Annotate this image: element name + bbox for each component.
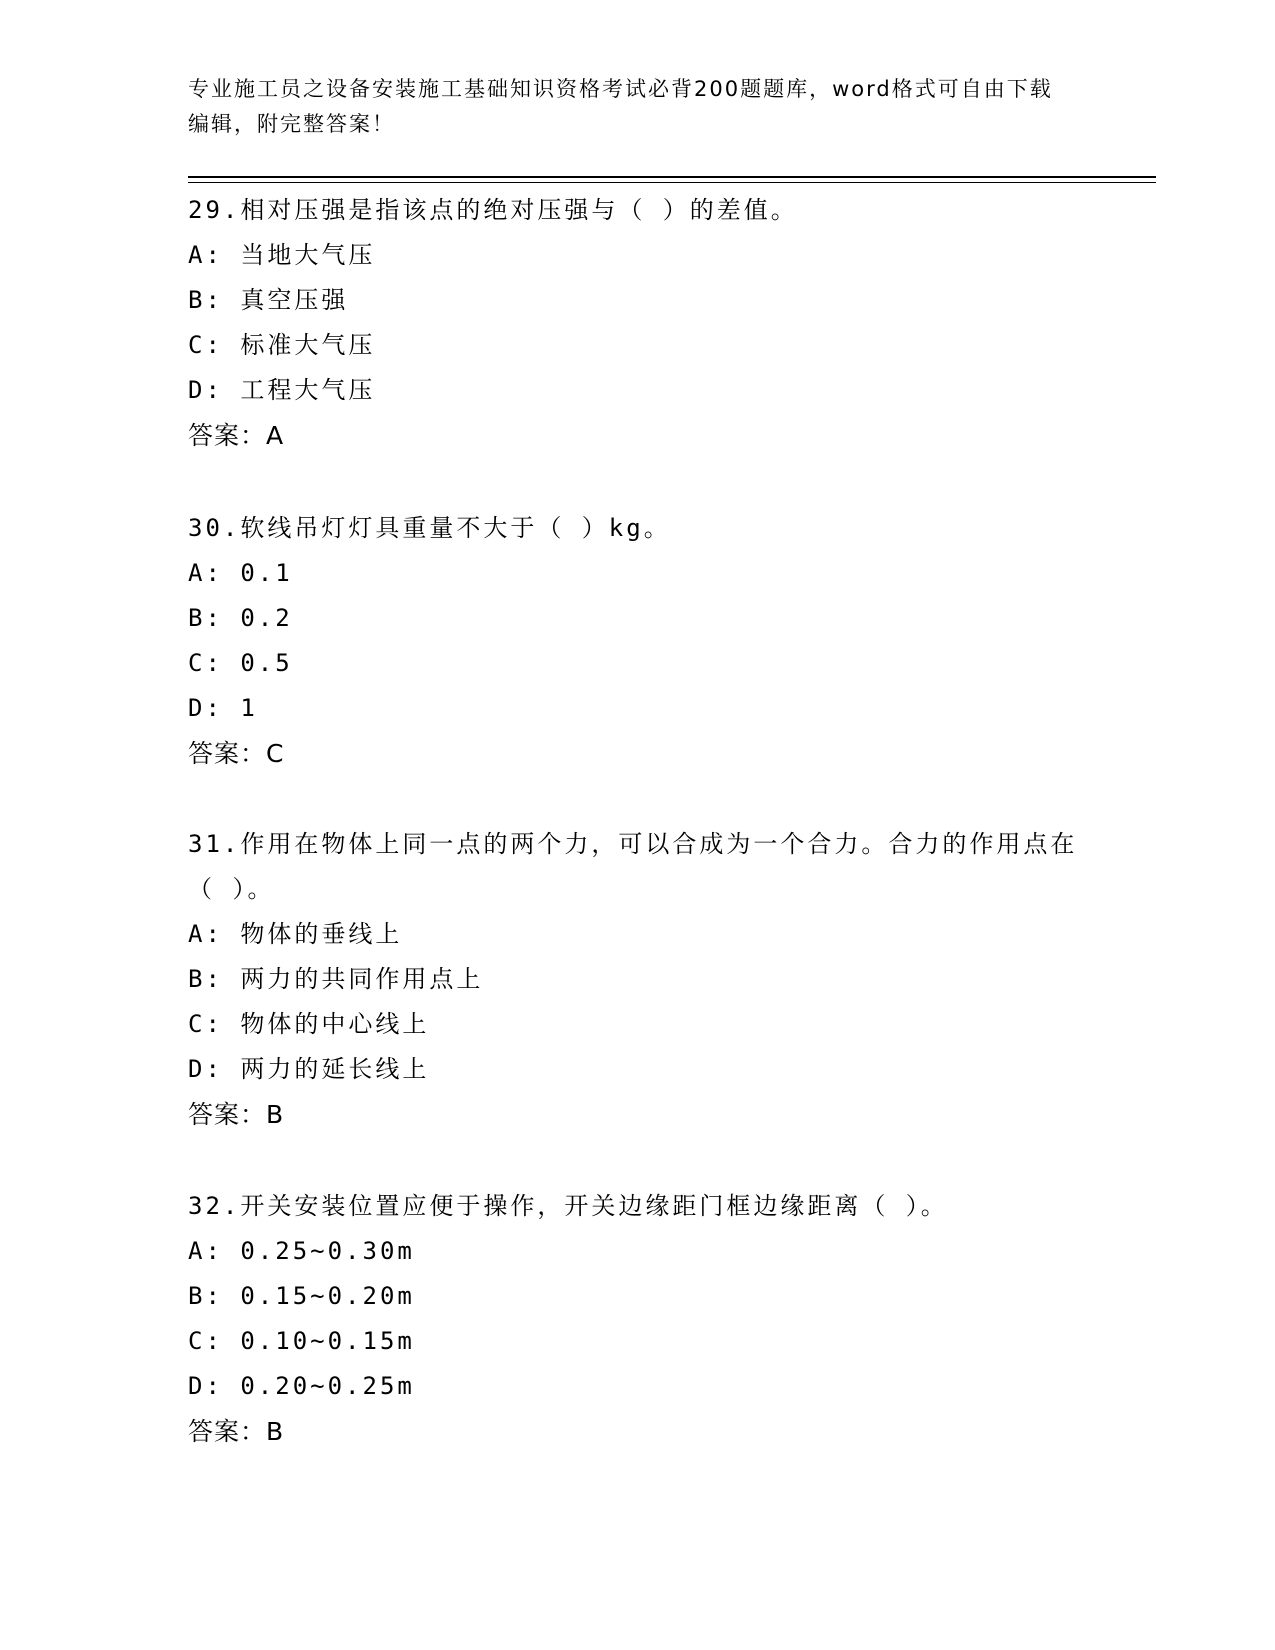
option-d: D: 工程大气压 xyxy=(188,376,376,404)
option-a: A: 0.1 xyxy=(188,559,293,587)
option-a: A: 当地大气压 xyxy=(188,241,376,269)
header-divider-thick xyxy=(188,176,1156,178)
option-b: B: 0.15~0.20m xyxy=(188,1282,415,1310)
option-a: A: 0.25~0.30m xyxy=(188,1237,415,1265)
header-divider-thin xyxy=(188,182,1156,183)
option-d: D: 0.20~0.25m xyxy=(188,1372,415,1400)
answer-text: 答案：A xyxy=(188,421,285,450)
option-b: B: 真空压强 xyxy=(188,286,349,314)
option-c: C: 0.5 xyxy=(188,649,293,677)
option-a: A: 物体的垂线上 xyxy=(188,920,403,948)
document-header: 专业施工员之设备安装施工基础知识资格考试必背200题题库，word格式可自由下载编辑，附完整答案！ xyxy=(188,77,1053,136)
question-stem: 31.作用在物体上同一点的两个力，可以合成为一个合力。合力的作用点在（ ）。 xyxy=(188,830,1078,903)
question-31 xyxy=(188,822,1088,1137)
question-stem: 29.相对压强是指该点的绝对压强与（ ）的差值。 xyxy=(188,196,798,224)
question-32 xyxy=(188,1184,1088,1454)
option-c: C: 标准大气压 xyxy=(188,331,376,359)
option-b: B: 两力的共同作用点上 xyxy=(188,965,484,993)
question-stem: 30.软线吊灯灯具重量不大于（ ）kg。 xyxy=(188,514,671,542)
question-30 xyxy=(188,506,1088,776)
answer-text: 答案：B xyxy=(188,1100,285,1129)
option-c: C: 物体的中心线上 xyxy=(188,1010,430,1038)
option-c: C: 0.10~0.15m xyxy=(188,1327,415,1355)
answer-text: 答案：C xyxy=(188,739,285,768)
question-29 xyxy=(188,188,1088,458)
option-d: D: 1 xyxy=(188,694,258,722)
answer-text: 答案：B xyxy=(188,1417,285,1446)
option-d: D: 两力的延长线上 xyxy=(188,1055,430,1083)
question-stem: 32.开关安装位置应便于操作，开关边缘距门框边缘距离（ ）。 xyxy=(188,1192,948,1220)
option-b: B: 0.2 xyxy=(188,604,293,632)
